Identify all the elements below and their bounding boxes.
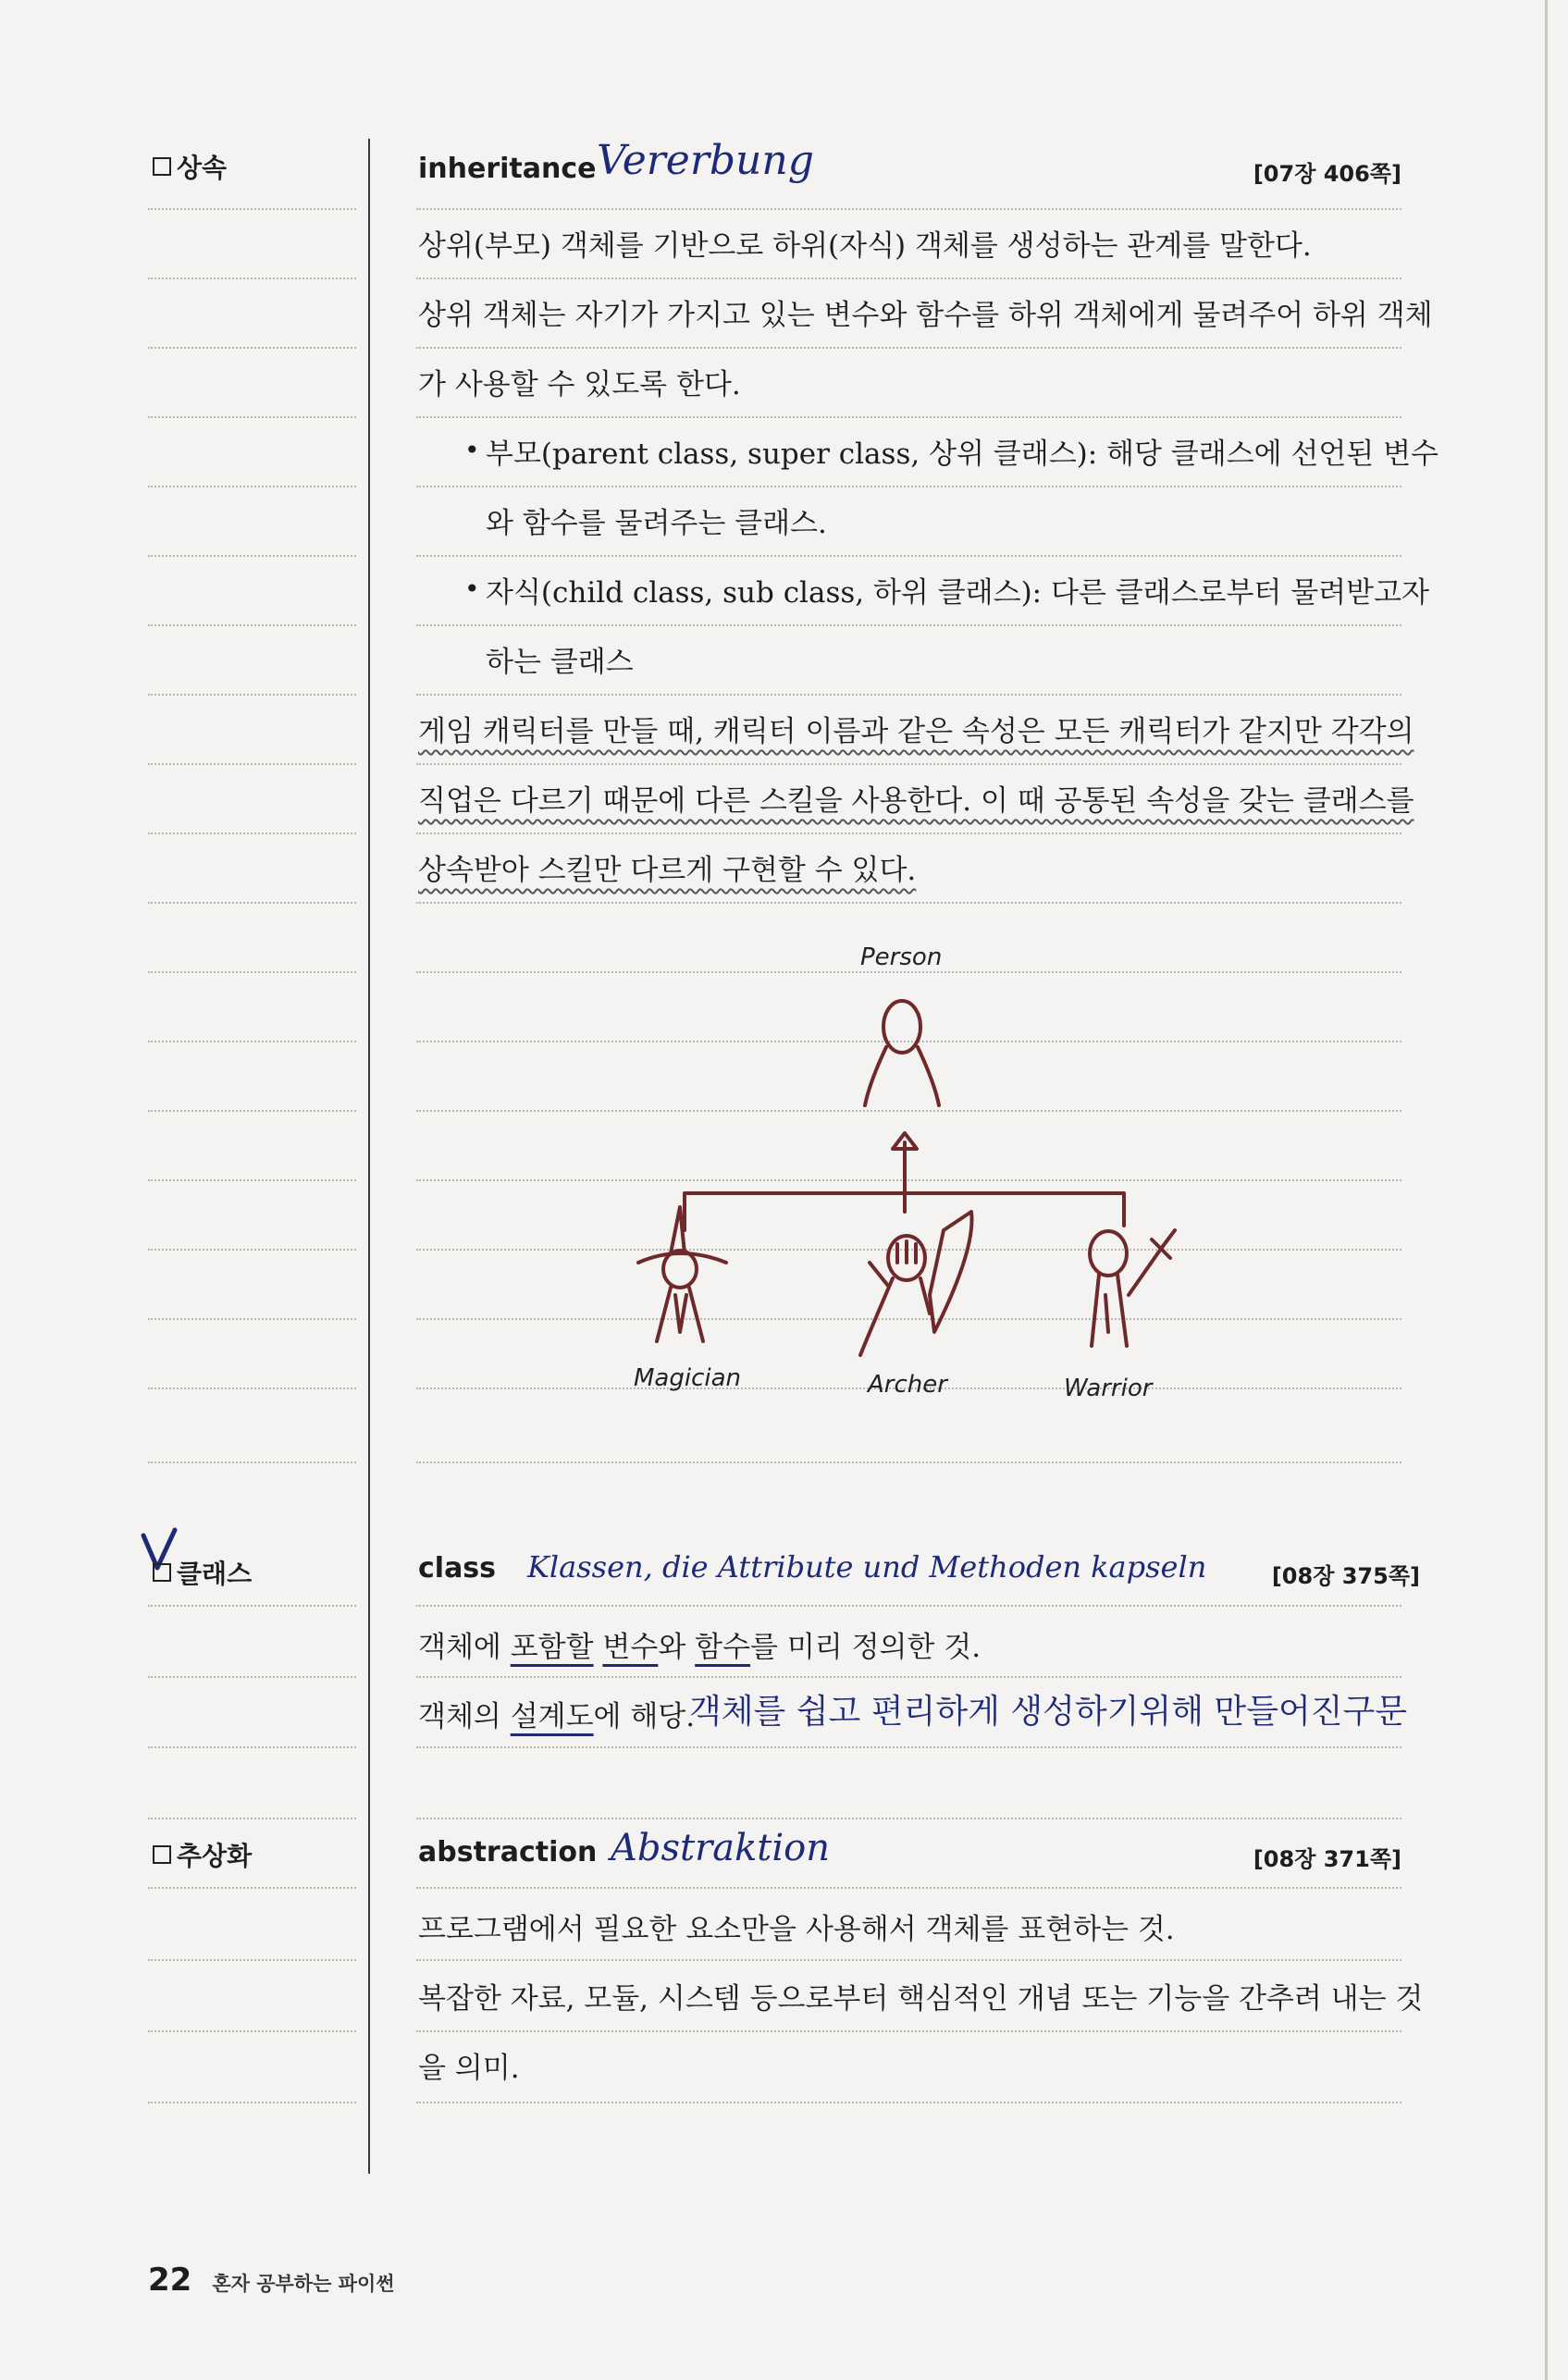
example-line: 상속받아 스킬만 다르게 구현할 수 있다. [418,854,917,887]
definition-line: 프로그램에서 필요한 요소만을 사용해서 객체를 표현하는 것. [418,1913,1175,1946]
inheritance-arrow-icon [893,1133,917,1212]
definition-line: 복잡한 자료, 모듈, 시스템 등으로부터 핵심적인 개념 또는 기능을 간추려 내는 것 [418,1982,1424,2016]
text-run: 객체의 [418,1700,511,1733]
book-title: 혼자 공부하는 파이썬 [212,2273,395,2295]
handwritten-note: Abstraktion [611,1827,831,1869]
page-footer [148,2262,395,2299]
checkbox-icon[interactable] [153,1845,171,1864]
diagram-parent-label: Person [860,943,943,971]
bullet-line: 자식(child class, sub class, 하위 클래스): 다른 클래스로부터 물려받고자 [486,576,1429,610]
diagram-child-label: Warrior [1064,1375,1153,1402]
text-run: 객체에 [418,1631,511,1664]
bullet-line: 와 함수를 물려주는 클래스. [486,507,827,540]
inheritance-diagram [592,943,1221,1424]
definition-line: 가 사용할 수 있도록 한다. [418,368,741,401]
warrior-figure-icon [1090,1230,1175,1346]
page-reference: [08장 371쪽] [1253,1846,1401,1872]
page-edge [1545,0,1548,2380]
example-line: 게임 캐릭터를 만들 때, 캐릭터 이름과 같은 속성은 모든 캐릭터가 같지만 각각의 [418,715,1414,748]
term-class [153,1554,252,1591]
bullet-line: 하는 클래스 [486,646,634,679]
definition-line: 을 의미. [418,2052,520,2085]
text-run [594,1631,603,1664]
definition-line [418,1623,981,1665]
english-term: inheritance [418,153,597,185]
person-figure-icon [865,1001,939,1105]
text-run: 를 미리 정의한 것. [750,1631,982,1664]
checkbox-icon[interactable] [153,157,171,176]
magician-figure-icon [638,1207,726,1341]
bullet-icon: • [464,573,480,604]
underlined-text: 함수 [695,1631,751,1664]
definition-line: 상위(부모) 객체를 기반으로 하위(자식) 객체를 생성하는 관계를 말한다. [418,229,1312,263]
column-divider [368,139,370,2174]
handwritten-note: 객체를 쉽고 편리하게 생성하기위해 만들어진구문 [689,1693,1408,1731]
term-inheritance [153,148,227,185]
handwritten-note: Klassen, die Attribute und Methoden kapseln [527,1549,1207,1585]
text-run: 에 해당. [593,1700,696,1733]
page-number: 22 [148,2262,192,2299]
underlined-text: 변수 [602,1631,659,1664]
definition-line [418,1693,695,1734]
term-label: 클래스 [177,1559,253,1589]
page-reference: [08장 375쪽] [1272,1558,1420,1590]
handwritten-note: Vererbung [597,137,814,184]
bullet-icon: • [464,435,480,465]
english-term: class [418,1552,497,1585]
bullet-line: 부모(parent class, super class, 상위 클래스): 해당 클래스에 선언된 변수 [486,438,1439,471]
text-run: 와 [658,1631,696,1664]
term-label: 추상화 [177,1841,253,1871]
underlined-text: 설계도 [510,1700,594,1733]
term-abstraction [153,1836,252,1873]
underlined-text: 포함할 [510,1631,594,1664]
example-line: 직업은 다르기 때문에 다른 스킬을 사용한다. 이 때 공통된 속성을 갖는 클래스를 [418,784,1414,818]
diagram-child-label: Archer [868,1371,947,1399]
diagram-child-label: Magician [634,1364,742,1392]
checkbox-icon[interactable] [153,1563,171,1582]
diagram-drawing [592,943,1221,1424]
term-label: 상속 [177,153,228,183]
definition-line: 상위 객체는 자기가 가지고 있는 변수와 함수를 하위 객체에게 물려주어 하위 객체 [418,299,1433,332]
archer-figure-icon [860,1212,972,1355]
page-reference: [07장 406쪽] [1253,161,1401,187]
english-term: abstraction [418,1836,598,1868]
